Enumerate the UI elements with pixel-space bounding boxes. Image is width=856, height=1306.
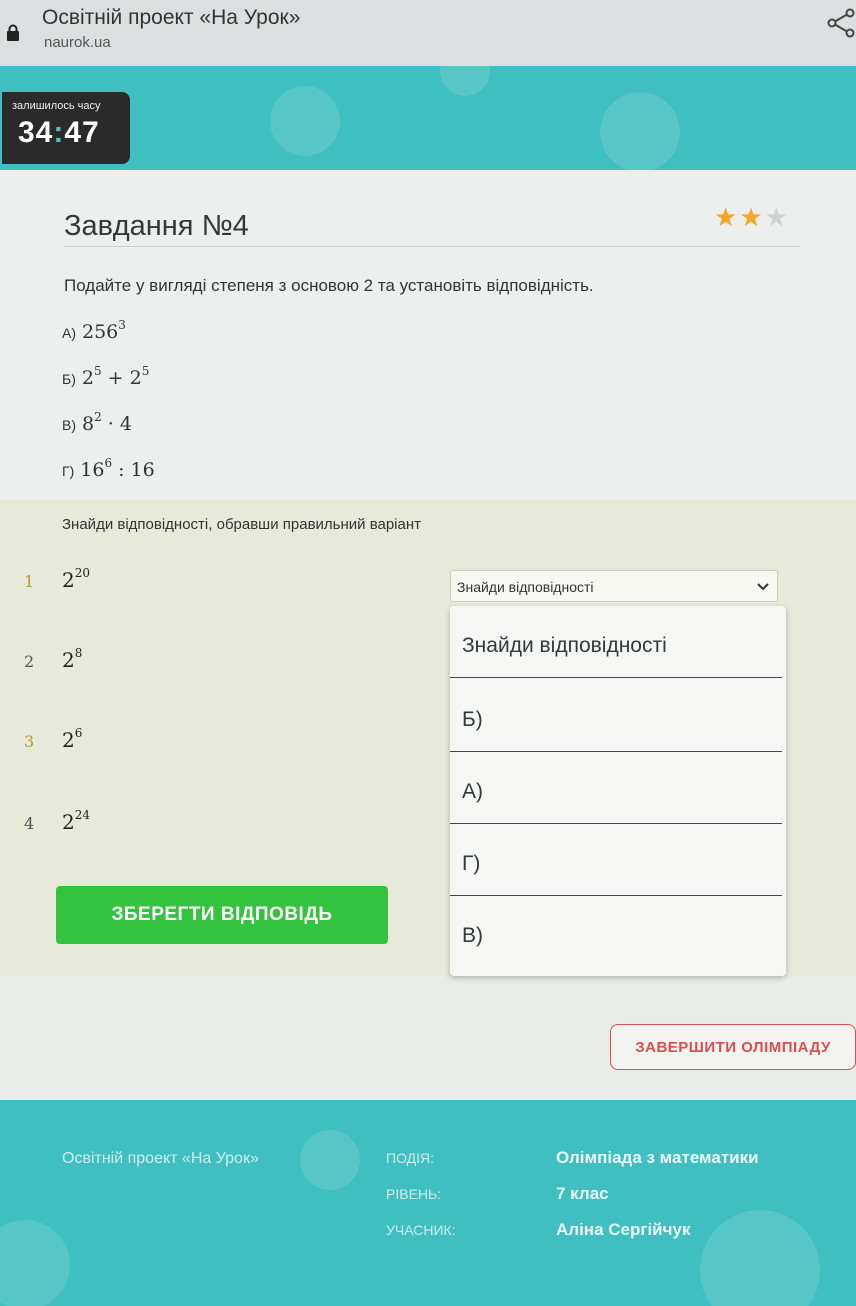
task-question: Подайте у вигляді степеня з основою 2 та установіть відповідність. bbox=[64, 276, 594, 295]
participant-label: УЧАСНИК: bbox=[386, 1222, 456, 1238]
flower-decoration bbox=[300, 1130, 360, 1190]
timer-value bbox=[18, 116, 100, 150]
task-item-a: А) $256^3$ bbox=[62, 318, 126, 343]
flower-decoration bbox=[0, 1220, 70, 1306]
timer-separator: : bbox=[53, 116, 65, 149]
event-value: Олімпіада з математики bbox=[556, 1148, 759, 1167]
title-divider bbox=[64, 246, 800, 247]
difficulty-stars bbox=[714, 202, 790, 233]
star-empty-icon: ★ bbox=[764, 202, 790, 232]
event-label: ПОДІЯ: bbox=[386, 1150, 435, 1166]
chevron-down-icon bbox=[757, 581, 769, 591]
task-card bbox=[0, 170, 856, 500]
star-filled-icon: ★ bbox=[739, 202, 765, 232]
answer-instruction: Знайди відповідності, обравши правильний варіант bbox=[62, 516, 422, 533]
finish-olympiad-button[interactable]: ЗАВЕРШИТИ ОЛІМПІАДУ bbox=[610, 1024, 856, 1070]
flower-decoration bbox=[440, 66, 490, 96]
footer-project[interactable]: Освітній проект «На Урок» bbox=[62, 1150, 259, 1167]
flower-decoration bbox=[700, 1210, 820, 1306]
timer bbox=[2, 92, 130, 164]
share-icon[interactable] bbox=[826, 8, 856, 38]
select-dropdown bbox=[450, 606, 786, 976]
task-item-b: Б) $2^5 + 2^5$ bbox=[62, 364, 150, 389]
header-band bbox=[0, 66, 856, 170]
flower-decoration bbox=[600, 92, 680, 170]
page-url[interactable]: naurok.ua bbox=[44, 34, 111, 51]
timer-label: залишилось часу bbox=[12, 100, 101, 112]
page-title: Освітній проект «На Урок» bbox=[42, 6, 301, 29]
task-item-d: Г) $16^6$ : 16 bbox=[62, 456, 155, 481]
save-answer-button[interactable]: ЗБЕРЕГТИ ВІДПОВІДЬ bbox=[56, 886, 388, 944]
answer-section: Знайди відповідності, обравши правильний варіант 1 $2^{20}$ 2 $2^8$ 3 $2^6$ 4 $2^{24}$ Знайди відповідності Знайди відповідності Б) А) Г) В) ЗБЕРЕГТИ ВІДПОВІДЬ bbox=[0, 500, 856, 976]
select-value: Знайди відповідності bbox=[457, 579, 594, 595]
timer-seconds: 47 bbox=[64, 116, 100, 149]
dropdown-option[interactable]: В) bbox=[462, 924, 483, 947]
dropdown-option[interactable]: Знайди відповідності bbox=[450, 606, 782, 678]
dropdown-option[interactable]: Г) bbox=[450, 824, 782, 896]
participant-value: Аліна Сергійчук bbox=[556, 1220, 691, 1239]
match-select[interactable] bbox=[450, 570, 778, 602]
star-filled-icon: ★ bbox=[714, 202, 740, 232]
level-label: РІВЕНЬ: bbox=[386, 1186, 442, 1202]
level-value: 7 клас bbox=[556, 1184, 609, 1203]
dropdown-option[interactable]: Б) bbox=[450, 680, 782, 752]
flower-decoration bbox=[270, 86, 340, 156]
dropdown-option[interactable]: А) bbox=[450, 752, 782, 824]
footer bbox=[0, 1100, 856, 1306]
task-title: Завдання №4 bbox=[64, 210, 249, 242]
task-item-c: В) $8^2 \cdot 4$ bbox=[62, 410, 132, 435]
timer-minutes: 34 bbox=[18, 116, 54, 149]
browser-bar bbox=[0, 0, 856, 66]
lock-icon bbox=[6, 24, 20, 42]
